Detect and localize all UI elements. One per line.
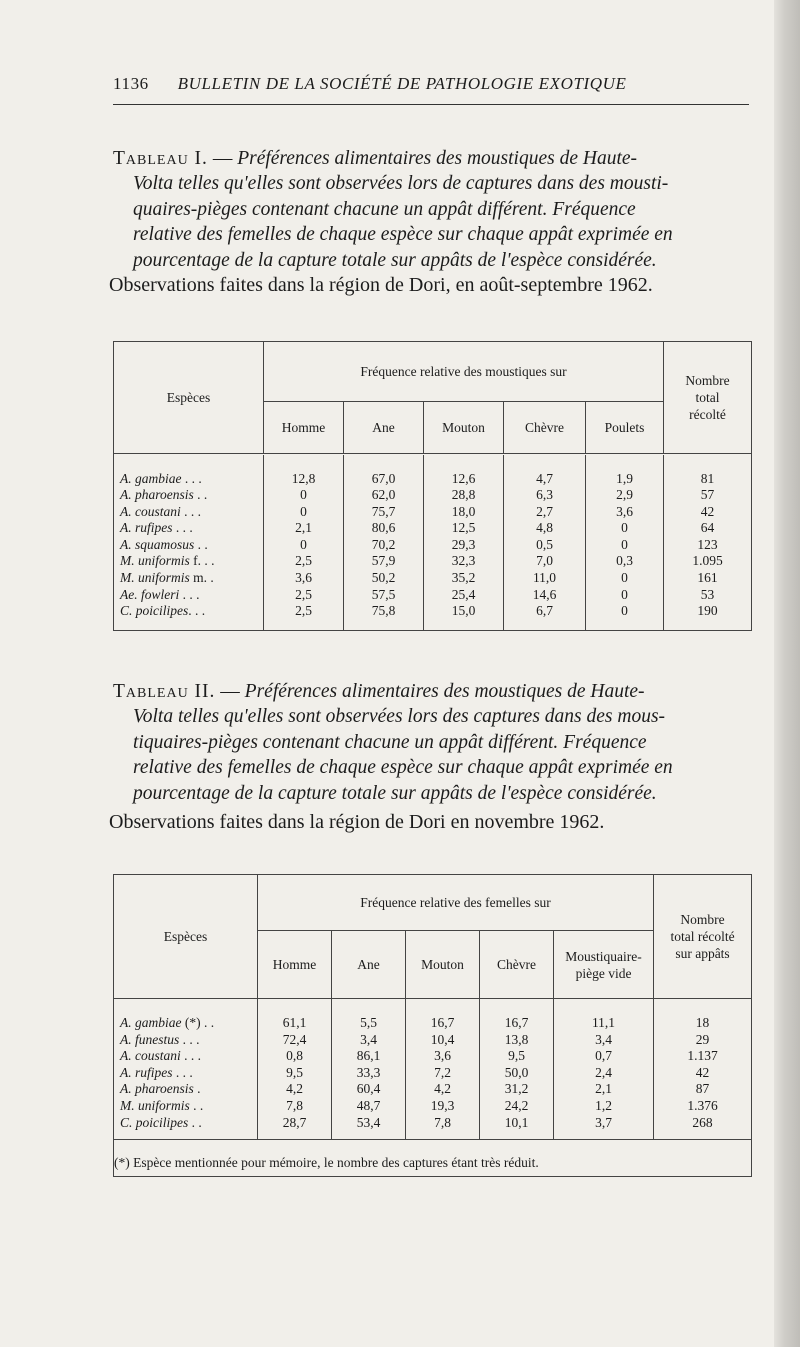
value-cell: 60,4 (332, 1081, 406, 1098)
value-cell: 2,5 (264, 587, 344, 604)
table1-col-species: Espèces (166, 389, 211, 405)
leader-dots: . (207, 570, 214, 586)
species-cell (114, 1048, 258, 1065)
species-cell (114, 1098, 258, 1115)
total-cell: 1.376 (654, 1098, 752, 1115)
species-cell (114, 471, 264, 488)
species-name: A. coustani (120, 503, 181, 519)
value-cell: 2,7 (504, 504, 586, 521)
table1-observations: Observations faites dans la région de Dori, en août-septembre 1962. (109, 274, 653, 297)
table1-group-header: Fréquence relative des moustiques sur (264, 342, 664, 402)
value-cell: 32,3 (424, 553, 504, 570)
table2-footnote: (*) Espèce mentionnée pour mémoire, le nombre des captures étant très réduit. (114, 1154, 539, 1170)
leader-dots: . . (188, 1114, 202, 1130)
species-cell (114, 487, 264, 504)
value-cell: 29,3 (424, 537, 504, 554)
table1-row (114, 587, 752, 604)
value-cell: 6,7 (504, 603, 586, 620)
species-cell (114, 520, 264, 537)
table1-caption-line-4: relative des femelles de chaque espèce sur chaque appât exprimée en (133, 224, 673, 246)
leader-dots: . . . (179, 1031, 200, 1047)
value-cell: 0,5 (504, 537, 586, 554)
value-cell: 3,4 (332, 1032, 406, 1049)
table2-dash: — (220, 681, 240, 702)
species-name: A. squamosus (120, 536, 195, 552)
table2-col-homme: Homme (258, 931, 332, 999)
table1-total-line-1: Nombre (685, 373, 730, 388)
value-cell: 18,0 (424, 504, 504, 521)
total-cell: 29 (654, 1032, 752, 1049)
value-cell: 3,4 (554, 1032, 654, 1049)
value-cell: 35,2 (424, 570, 504, 587)
total-cell: 18 (654, 1015, 752, 1032)
value-cell: 12,6 (424, 471, 504, 488)
value-cell: 4,2 (258, 1081, 332, 1098)
table2-row (114, 1081, 752, 1098)
table1-col-chevre: Chèvre (504, 402, 586, 454)
table1-col-ane: Ane (344, 402, 424, 454)
total-cell: 64 (664, 520, 752, 537)
table2-total-line-3: sur appâts (675, 946, 730, 961)
value-cell: 16,7 (406, 1015, 480, 1032)
table2-col-ane: Ane (332, 931, 406, 999)
value-cell: 11,0 (504, 570, 586, 587)
value-cell: 13,8 (480, 1032, 554, 1049)
value-cell: 0 (586, 570, 664, 587)
table2-observations: Observations faites dans la région de Dori en novembre 1962. (109, 811, 605, 834)
value-cell: 7,0 (504, 553, 586, 570)
value-cell: 19,3 (406, 1098, 480, 1115)
journal-title: BULLETIN DE LA SOCIÉTÉ DE PATHOLOGIE EXOTIQUE (177, 74, 627, 93)
table2-grid (113, 874, 752, 1177)
species-cell (114, 570, 264, 587)
value-cell: 62,0 (344, 487, 424, 504)
value-cell: 0 (586, 587, 664, 604)
leader-dots: . . . (179, 586, 200, 602)
species-cell (114, 1015, 258, 1032)
species-name: M. uniformis (120, 570, 190, 586)
leader-dots: . . (200, 1015, 215, 1030)
species-name: A. funestus (120, 1031, 180, 1047)
value-cell: 28,8 (424, 487, 504, 504)
species-cell (114, 603, 264, 620)
table1-grid (113, 341, 752, 631)
table1-col-homme: Homme (264, 402, 344, 454)
value-cell: 4,2 (406, 1081, 480, 1098)
total-cell: 161 (664, 570, 752, 587)
value-cell: 4,8 (504, 520, 586, 537)
table1-caption (109, 146, 753, 298)
value-cell: 57,5 (344, 587, 424, 604)
table2-moustiquaire-line-1: Moustiquaire- (565, 948, 642, 964)
value-cell: 2,5 (264, 553, 344, 570)
leader-dots: . . . (181, 470, 202, 486)
value-cell: 67,0 (344, 471, 424, 488)
table2-caption (109, 679, 753, 835)
table1-caption-line-2: Volta telles qu'elles sont observées lors de captures dans des mousti- (133, 173, 669, 195)
table2-col-mouton: Mouton (406, 931, 480, 999)
species-name: A. coustani (120, 1048, 181, 1064)
table2-total-line-2: total récolté (670, 929, 735, 944)
value-cell: 0 (264, 537, 344, 554)
table2-row (114, 1015, 752, 1032)
value-cell: 28,7 (258, 1115, 332, 1132)
species-cell (114, 1115, 258, 1132)
value-cell: 0 (264, 504, 344, 521)
table1-col-poulets: Poulets (586, 402, 664, 454)
table1-row (114, 603, 752, 620)
table2-caption-line-5: pourcentage de la capture totale sur appâts de l'espèce considérée. (133, 782, 657, 804)
species-cell (114, 587, 264, 604)
table1-label: Tableau I. (113, 148, 208, 169)
header-rule (113, 104, 749, 105)
leader-dots: . . (189, 1097, 204, 1113)
table2-col-moustiquaire (554, 931, 654, 999)
table2-col-chevre: Chèvre (480, 931, 554, 999)
value-cell: 50,2 (344, 570, 424, 587)
value-cell: 11,1 (554, 1015, 654, 1032)
value-cell: 70,2 (344, 537, 424, 554)
table1 (113, 341, 751, 631)
value-cell: 15,0 (424, 603, 504, 620)
value-cell: 75,7 (344, 504, 424, 521)
species-name: Ae. fowleri (120, 586, 180, 602)
leader-dots: . . . (180, 1048, 201, 1064)
table1-row (114, 487, 752, 504)
total-cell: 57 (664, 487, 752, 504)
table1-total-line-2: total (695, 390, 720, 405)
value-cell: 61,1 (258, 1015, 332, 1032)
species-name: M. uniformis (120, 553, 190, 569)
value-cell: 10,4 (406, 1032, 480, 1049)
species-name: C. poicilipes (120, 1114, 189, 1130)
value-cell: 0,3 (586, 553, 664, 570)
value-cell: 12,8 (264, 471, 344, 488)
value-cell: 0,7 (554, 1048, 654, 1065)
leader-dots: . . (194, 536, 208, 552)
table2-row (114, 1065, 752, 1082)
total-cell: 53 (664, 587, 752, 604)
leader-dots: . . (193, 487, 208, 503)
value-cell: 2,1 (554, 1081, 654, 1098)
species-cell (114, 1081, 258, 1098)
table1-row (114, 520, 752, 537)
table2-body (114, 999, 752, 1140)
table2-col-total (654, 875, 752, 999)
table2-row (114, 1032, 752, 1049)
value-cell: 24,2 (480, 1098, 554, 1115)
species-name: A. rufipes (120, 520, 173, 536)
value-cell: 75,8 (344, 603, 424, 620)
species-suffix: m. (189, 570, 208, 586)
value-cell: 3,7 (554, 1115, 654, 1132)
table2-row (114, 1048, 752, 1065)
species-suffix: (*) (181, 1015, 201, 1030)
value-cell: 50,0 (480, 1065, 554, 1082)
table1-row (114, 570, 752, 587)
species-suffix: f. (189, 553, 202, 569)
leader-dots: . . (201, 553, 215, 569)
table1-row (114, 553, 752, 570)
table1-body (114, 455, 752, 631)
table2-group-header: Fréquence relative des femelles sur (258, 875, 654, 931)
table2-total-line-1: Nombre (680, 912, 725, 927)
table1-dash: — (212, 148, 233, 169)
total-cell: 42 (664, 504, 752, 521)
value-cell: 7,2 (406, 1065, 480, 1082)
total-cell: 42 (654, 1065, 752, 1082)
value-cell: 1,2 (554, 1098, 654, 1115)
table2-label: Tableau II. (113, 681, 216, 702)
table1-caption-line-3: quaires-pièges contenant chacune un appât différent. Fréquence (133, 198, 636, 220)
species-name: M. uniformis (120, 1097, 190, 1113)
leader-dots: . . . (180, 503, 201, 519)
species-cell (114, 504, 264, 521)
table1-total-line-3: récolté (689, 407, 726, 422)
table2-moustiquaire-line-2: piège vide (575, 965, 632, 981)
value-cell: 2,1 (264, 520, 344, 537)
table2-caption-line-4: relative des femelles de chaque espèce sur chaque appât exprimée en (133, 757, 673, 779)
value-cell: 10,1 (480, 1115, 554, 1132)
species-name: A. rufipes (120, 1064, 173, 1080)
table2-caption-line-1: Préférences alimentaires des moustiques de Haute- (244, 681, 645, 702)
table1-caption-line-5: pourcentage de la capture totale sur appâts de l'espèce considérée. (133, 249, 657, 271)
leader-dots: . . . (172, 520, 193, 536)
page-number: 1136 (113, 74, 149, 93)
value-cell: 0,8 (258, 1048, 332, 1065)
value-cell: 7,8 (258, 1098, 332, 1115)
value-cell: 86,1 (332, 1048, 406, 1065)
leader-dots: . . . (172, 1064, 193, 1080)
value-cell: 0 (586, 537, 664, 554)
value-cell: 9,5 (258, 1065, 332, 1082)
total-cell: 268 (654, 1115, 752, 1132)
value-cell: 0 (586, 520, 664, 537)
table2-row (114, 1115, 752, 1132)
value-cell: 33,3 (332, 1065, 406, 1082)
value-cell: 31,2 (480, 1081, 554, 1098)
table2-caption-line-3: tiquaires-pièges contenant chacune un appât différent. Fréquence (133, 731, 647, 753)
total-cell: 1.095 (664, 553, 752, 570)
value-cell: 2,5 (264, 603, 344, 620)
running-header (113, 74, 749, 94)
value-cell: 80,6 (344, 520, 424, 537)
value-cell: 1,9 (586, 471, 664, 488)
value-cell: 7,8 (406, 1115, 480, 1132)
value-cell: 14,6 (504, 587, 586, 604)
table2 (113, 874, 751, 1177)
leader-dots: . (193, 1081, 201, 1097)
value-cell: 5,5 (332, 1015, 406, 1032)
table2-caption-line-2: Volta telles qu'elles sont observées lors des captures dans des mous- (133, 706, 666, 728)
value-cell: 4,7 (504, 471, 586, 488)
table1-col-total (664, 342, 752, 454)
table1-row (114, 537, 752, 554)
value-cell: 0 (264, 487, 344, 504)
value-cell: 3,6 (264, 570, 344, 587)
value-cell: 25,4 (424, 587, 504, 604)
value-cell: 12,5 (424, 520, 504, 537)
value-cell: 3,6 (406, 1048, 480, 1065)
value-cell: 48,7 (332, 1098, 406, 1115)
value-cell: 2,9 (586, 487, 664, 504)
species-name: A. pharoensis (120, 1081, 194, 1097)
species-name: A. gambiae (120, 470, 182, 486)
value-cell: 3,6 (586, 504, 664, 521)
value-cell: 72,4 (258, 1032, 332, 1049)
total-cell: 190 (664, 603, 752, 620)
species-name: C. poicilipes (120, 603, 189, 619)
species-cell (114, 553, 264, 570)
species-cell (114, 1032, 258, 1049)
table2-col-species: Espèces (163, 928, 208, 944)
value-cell: 16,7 (480, 1015, 554, 1032)
value-cell: 57,9 (344, 553, 424, 570)
table1-col-mouton: Mouton (424, 402, 504, 454)
total-cell: 87 (654, 1081, 752, 1098)
table1-row (114, 504, 752, 521)
value-cell: 0 (586, 603, 664, 620)
page-edge-shadow (774, 0, 800, 1347)
total-cell: 1.137 (654, 1048, 752, 1065)
species-name: A. pharoensis (120, 487, 194, 503)
species-cell (114, 537, 264, 554)
value-cell: 53,4 (332, 1115, 406, 1132)
value-cell: 9,5 (480, 1048, 554, 1065)
table1-row (114, 471, 752, 488)
value-cell: 6,3 (504, 487, 586, 504)
table2-row (114, 1098, 752, 1115)
species-name: A. gambiae (120, 1015, 182, 1030)
leader-dots: . . . (188, 603, 206, 619)
total-cell: 123 (664, 537, 752, 554)
table1-caption-line-1: Préférences alimentaires des moustiques de Haute- (237, 148, 638, 169)
total-cell: 81 (664, 471, 752, 488)
value-cell: 2,4 (554, 1065, 654, 1082)
species-cell (114, 1065, 258, 1082)
